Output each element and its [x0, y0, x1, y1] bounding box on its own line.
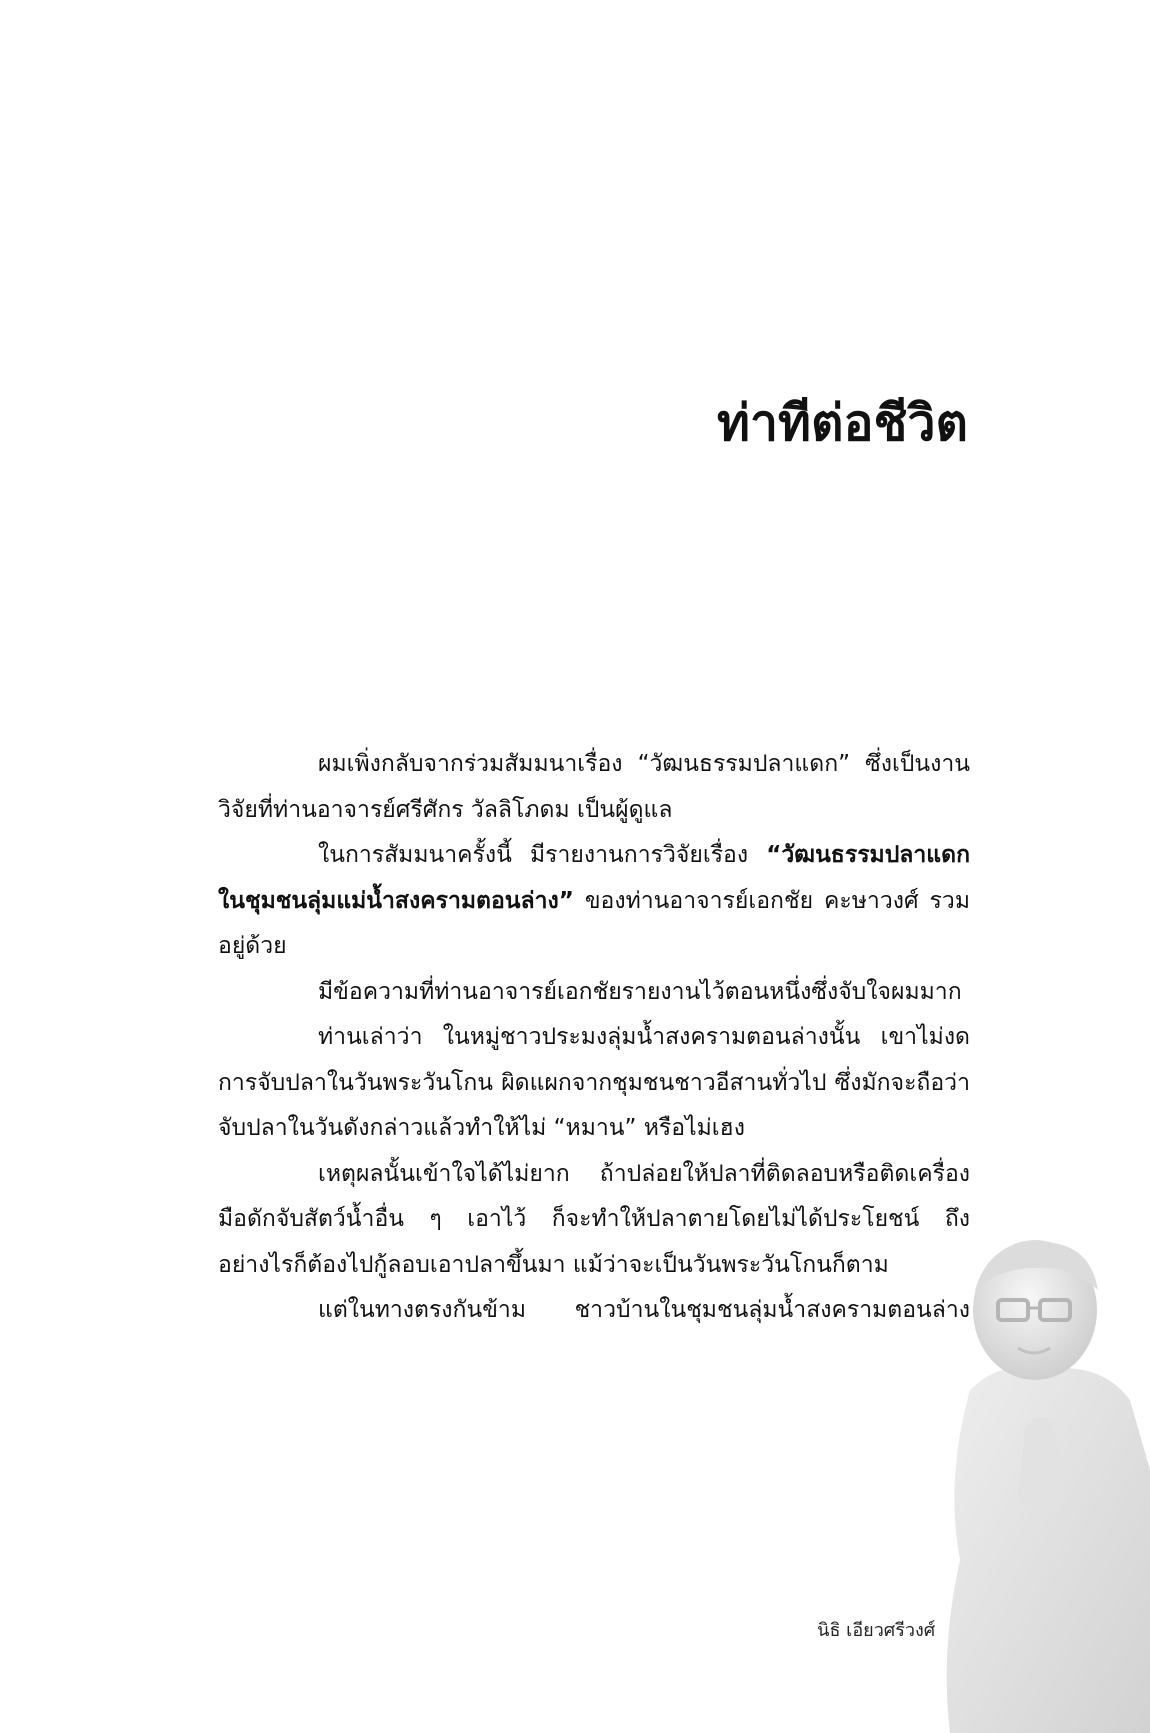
paragraph-2-lead: ในการสัมมนาครั้งนี้ มีรายงานการวิจัยเรื่อง — [318, 842, 767, 868]
paragraph-5: เหตุผลนั้นเข้าใจได้ไม่ยาก ถ้าปล่อยให้ปลาที่ติดลอบหรือติดเครื่องมือดักจับสัตว์น้ำอื่น ๆ เอาไว้ ก็จะทำให้ปลาตายโดยไม่ได้ประโยชน์ ถึงอย่างไรก็ต้องไปกู้ลอบเอาปลาขึ้นมา แม้ว่าจะเป็นวันพระวันโกนก็ตาม — [218, 1160, 970, 1278]
chapter-title: ท่าทีต่อชีวิต — [717, 394, 968, 452]
paragraph-4: ท่านเล่าว่า ในหมู่ชาวประมงลุ่มน้ำสงครามตอนล่างนั้น เขาไม่งดการจับปลาในวันพระวันโกน ผิดแผกจากชุมชนชาวอีสานทั่วไป ซึ่งมักจะถือว่าจับปลาในวันดังกล่าวแล้วทำให้ไม่ “หมาน” หรือไม่เฮง — [218, 1024, 970, 1141]
paragraph-6: แต่ในทางตรงกันข้าม ชาวบ้านในชุมชนลุ่มน้ำสงครามตอนล่าง — [318, 1297, 970, 1323]
footer-author: นิธิ เอียวศรีวงศ์ — [817, 1620, 936, 1641]
paragraph-2 — [218, 833, 970, 970]
body-text — [218, 742, 970, 1334]
paragraph-3: มีข้อความที่ท่านอาจารย์เอกชัยรายงานไว้ตอนหนึ่งซึ่งจับใจผมมาก — [318, 978, 962, 1005]
paragraph-1: ผมเพิ่งกลับจากร่วมสัมมนาเรื่อง “วัฒนธรรมปลาแดก” ซึ่งเป็นงานวิจัยที่ท่านอาจารย์ศรีศักร วัลลิโภดม เป็นผู้ดูแล — [218, 751, 970, 823]
statue-figure-image — [930, 1230, 1150, 1733]
paragraph-2-tail: ของท่านอาจารย์เอกชัย คะษาวงศ์ รวมอยู่ด้วย — [218, 887, 970, 959]
research-title: “วัฒนธรรมปลาแดกในชุมชนลุ่มแม่น้ำสงครามตอนล่าง” — [218, 842, 970, 914]
